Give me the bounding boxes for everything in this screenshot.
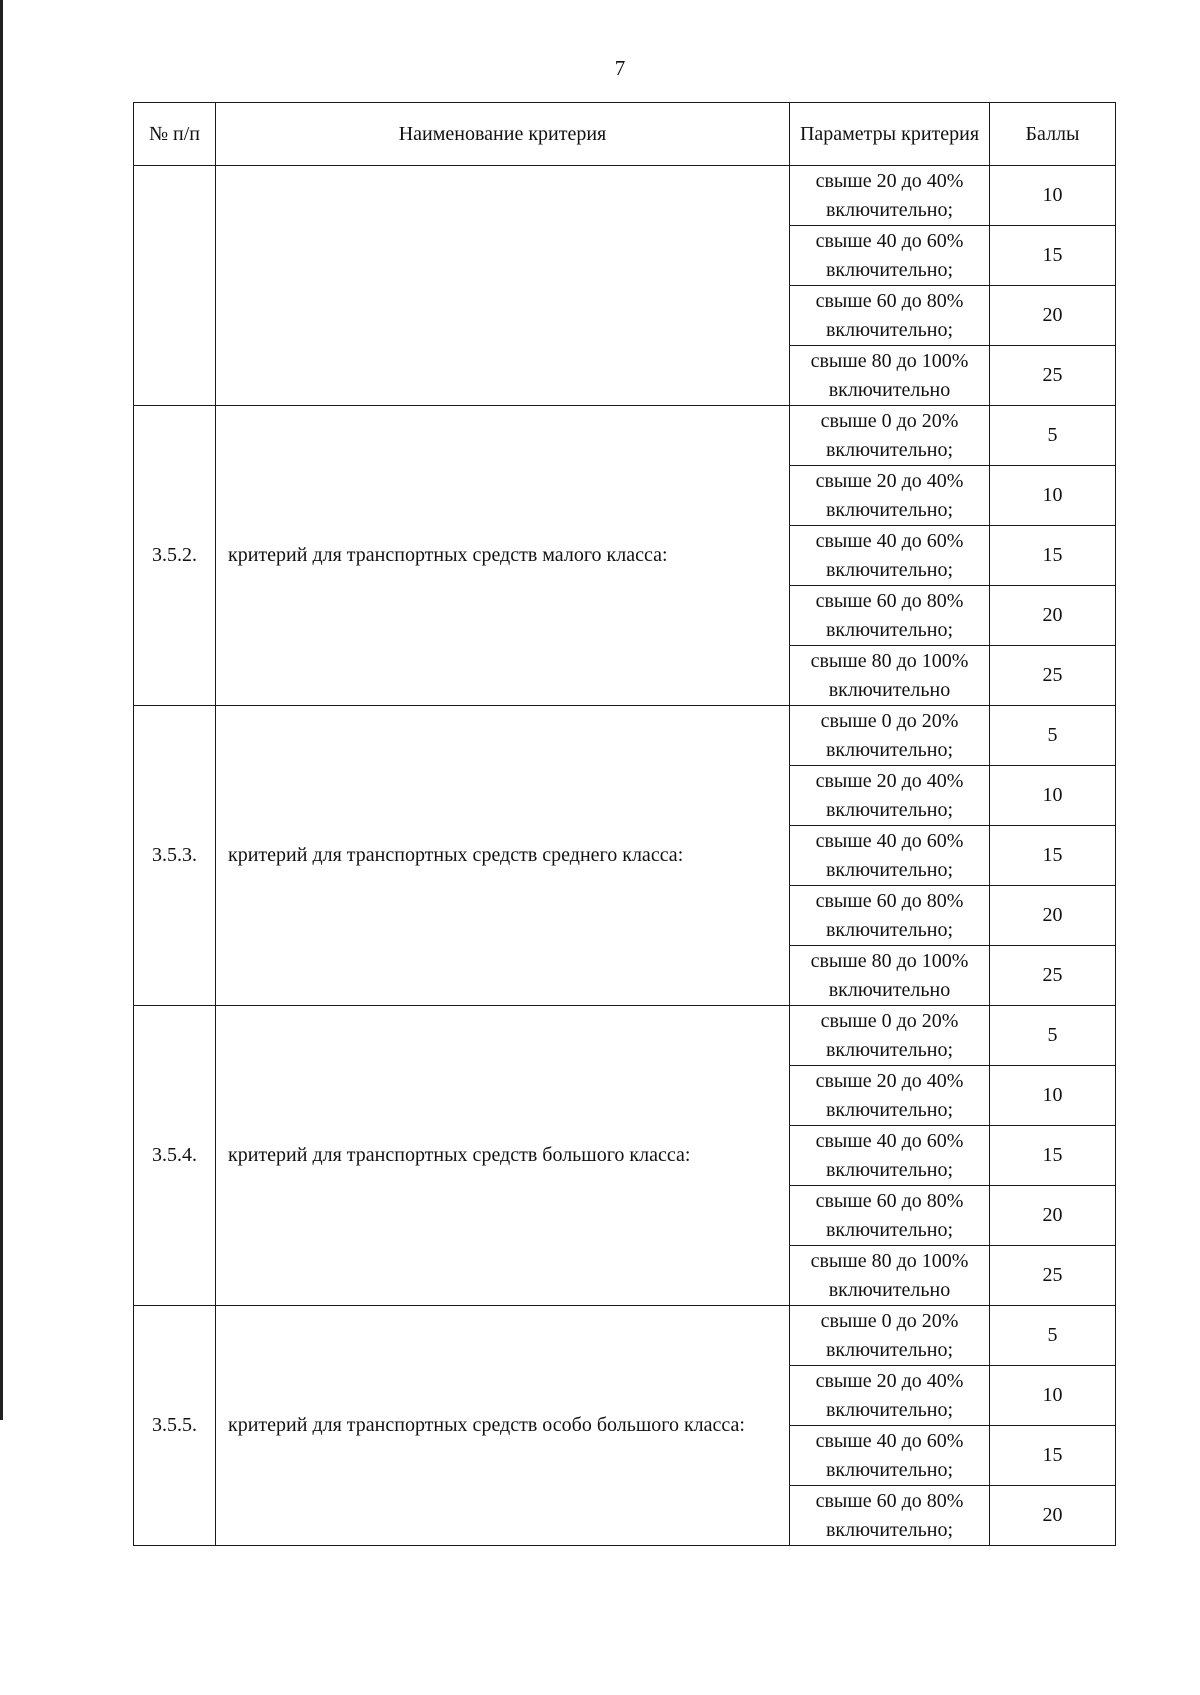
criterion-score: 15	[990, 826, 1116, 886]
criterion-score: 15	[990, 1126, 1116, 1186]
criterion-score: 25	[990, 1246, 1116, 1306]
criterion-parameter: свыше 20 до 40% включительно;	[790, 766, 990, 826]
header-score: Баллы	[990, 103, 1116, 166]
criterion-parameter: свыше 20 до 40% включительно;	[790, 1366, 990, 1426]
criterion-parameter: свыше 40 до 60% включительно;	[790, 526, 990, 586]
criterion-parameter: свыше 0 до 20% включительно;	[790, 706, 990, 766]
page-number: 7	[614, 56, 626, 80]
criterion-parameter: свыше 20 до 40% включительно;	[790, 166, 990, 226]
criterion-score: 5	[990, 1306, 1116, 1366]
criterion-name: критерий для транспортных средств большого класса:	[216, 1006, 790, 1306]
criterion-parameter: свыше 40 до 60% включительно;	[790, 1426, 990, 1486]
criterion-parameter: свыше 0 до 20% включительно;	[790, 1006, 990, 1066]
criterion-name: критерий для транспортных средств среднего класса:	[216, 706, 790, 1006]
criterion-parameter: свыше 40 до 60% включительно;	[790, 1126, 990, 1186]
criterion-parameter: свыше 20 до 40% включительно;	[790, 1066, 990, 1126]
criterion-parameter: свыше 60 до 80% включительно;	[790, 886, 990, 946]
table-row	[134, 1006, 1116, 1066]
criterion-number: 3.5.5.	[134, 1306, 216, 1546]
criterion-score: 25	[990, 646, 1116, 706]
table-body	[134, 166, 1116, 1546]
criterion-name	[216, 166, 790, 406]
criterion-number: 3.5.3.	[134, 706, 216, 1006]
criterion-name: критерий для транспортных средств малого класса:	[216, 406, 790, 706]
criterion-score: 10	[990, 166, 1116, 226]
criterion-score: 25	[990, 346, 1116, 406]
header-number: № п/п	[134, 103, 216, 166]
criterion-parameter: свыше 0 до 20% включительно;	[790, 1306, 990, 1366]
criterion-parameter: свыше 20 до 40% включительно;	[790, 466, 990, 526]
table-header-row	[134, 103, 1116, 166]
criterion-score: 20	[990, 1186, 1116, 1246]
criterion-score: 20	[990, 586, 1116, 646]
criterion-score: 20	[990, 886, 1116, 946]
criteria-table	[133, 102, 1116, 1546]
criterion-score: 20	[990, 286, 1116, 346]
criterion-score: 10	[990, 1066, 1116, 1126]
header-criterion-params: Параметры критерия	[790, 103, 990, 166]
criterion-parameter: свыше 60 до 80% включительно;	[790, 1486, 990, 1546]
criterion-number	[134, 166, 216, 406]
criterion-score: 25	[990, 946, 1116, 1006]
criterion-score: 10	[990, 1366, 1116, 1426]
criterion-parameter: свыше 80 до 100% включительно	[790, 1246, 990, 1306]
criterion-score: 5	[990, 406, 1116, 466]
criterion-parameter: свыше 40 до 60% включительно;	[790, 226, 990, 286]
header-criterion-name: Наименование критерия	[216, 103, 790, 166]
criterion-parameter: свыше 80 до 100% включительно	[790, 346, 990, 406]
criterion-score: 10	[990, 466, 1116, 526]
criterion-name: критерий для транспортных средств особо большого класса:	[216, 1306, 790, 1546]
criterion-score: 5	[990, 706, 1116, 766]
table-row	[134, 406, 1116, 466]
criterion-parameter: свыше 60 до 80% включительно;	[790, 286, 990, 346]
criterion-parameter: свыше 40 до 60% включительно;	[790, 826, 990, 886]
scan-edge-line	[0, 0, 3, 1420]
criterion-number: 3.5.2.	[134, 406, 216, 706]
criterion-score: 15	[990, 526, 1116, 586]
criterion-score: 10	[990, 766, 1116, 826]
criterion-parameter: свыше 60 до 80% включительно;	[790, 586, 990, 646]
table-row	[134, 706, 1116, 766]
criterion-parameter: свыше 60 до 80% включительно;	[790, 1186, 990, 1246]
criterion-parameter: свыше 80 до 100% включительно	[790, 946, 990, 1006]
criterion-parameter: свыше 80 до 100% включительно	[790, 646, 990, 706]
table-row	[134, 166, 1116, 226]
criterion-score: 20	[990, 1486, 1116, 1546]
criterion-score: 5	[990, 1006, 1116, 1066]
table-row	[134, 1306, 1116, 1366]
criterion-number: 3.5.4.	[134, 1006, 216, 1306]
criterion-parameter: свыше 0 до 20% включительно;	[790, 406, 990, 466]
criterion-score: 15	[990, 226, 1116, 286]
criterion-score: 15	[990, 1426, 1116, 1486]
